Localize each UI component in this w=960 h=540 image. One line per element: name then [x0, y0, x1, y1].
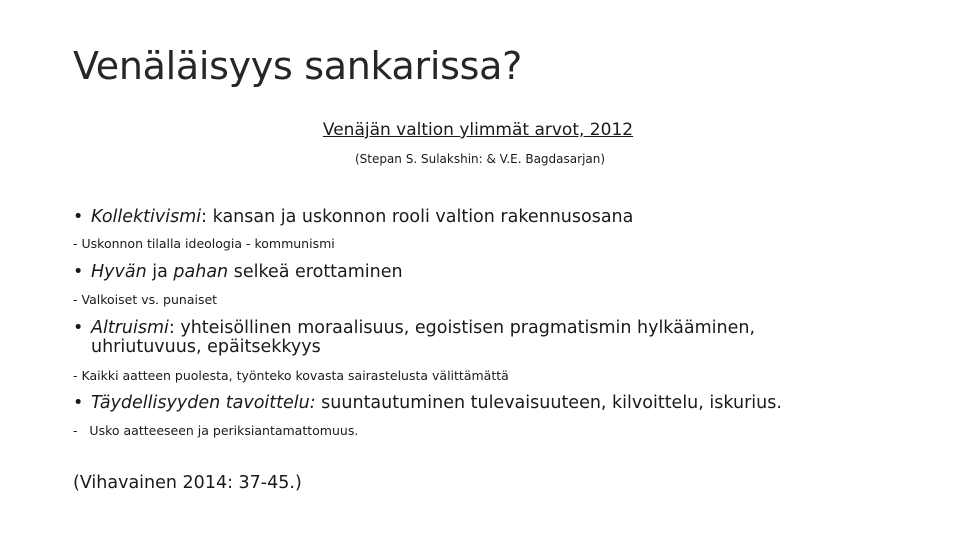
bullet-text-continued: uhriutuvuus, epäitsekkyys [91, 337, 321, 357]
bullet-note-2: - Valkoiset vs. punaiset [73, 292, 218, 307]
bullet-text: kansan ja uskonnon rooli valtion rakennusosana [207, 207, 634, 227]
bullet-marker: • [73, 207, 84, 227]
bullet-marker: • [73, 262, 84, 282]
bullet-term-2: pahan [173, 262, 229, 282]
subtitle-source: (Stepan S. Sulakshin: & V.E. Bagdasarjan) [354, 152, 606, 166]
bullet-term: Täydellisyyden tavoittelu: [91, 393, 316, 413]
bullet-text: suuntautuminen tulevaisuuteen, kilvoittelu, iskurius. [315, 393, 782, 413]
bullet-marker: • [73, 318, 84, 338]
bullet-separator: : [201, 207, 208, 227]
bullet-separator: : [168, 318, 175, 338]
bullet-taydellisyys [73, 392, 782, 414]
citation: (Vihavainen 2014: 37-45.) [73, 473, 302, 493]
bullet-note-3: - Kaikki aatteen puolesta, työnteko kovasta sairastelusta välittämättä [73, 368, 509, 383]
bullet-term: Altruismi [91, 318, 169, 338]
bullet-altruismi [73, 317, 755, 358]
bullet-connector: ja [146, 262, 174, 282]
bullet-note-1: - Uskonnon tilalla ideologia - kommunismi [73, 236, 335, 251]
bullet-term: Hyvän [91, 262, 147, 282]
slide-subtitle [0, 120, 960, 140]
bullet-note-4: - Usko aatteeseen ja periksiantamattomuus. [73, 423, 359, 438]
slide-title: Venäläisyys sankarissa? [73, 44, 522, 88]
bullet-marker: • [73, 393, 84, 413]
bullet-text: selkeä erottaminen [228, 262, 403, 282]
bullet-term: Kollektivismi [91, 207, 202, 227]
bullet-text: yhteisöllinen moraalisuus, egoistisen pragmatismin hylkääminen, [174, 318, 756, 338]
bullet-hyvan-pahan [73, 261, 403, 283]
subtitle-text: Venäjän valtion ylimmät arvot, 2012 [322, 120, 634, 140]
bullet-kollektivismi [73, 206, 633, 228]
